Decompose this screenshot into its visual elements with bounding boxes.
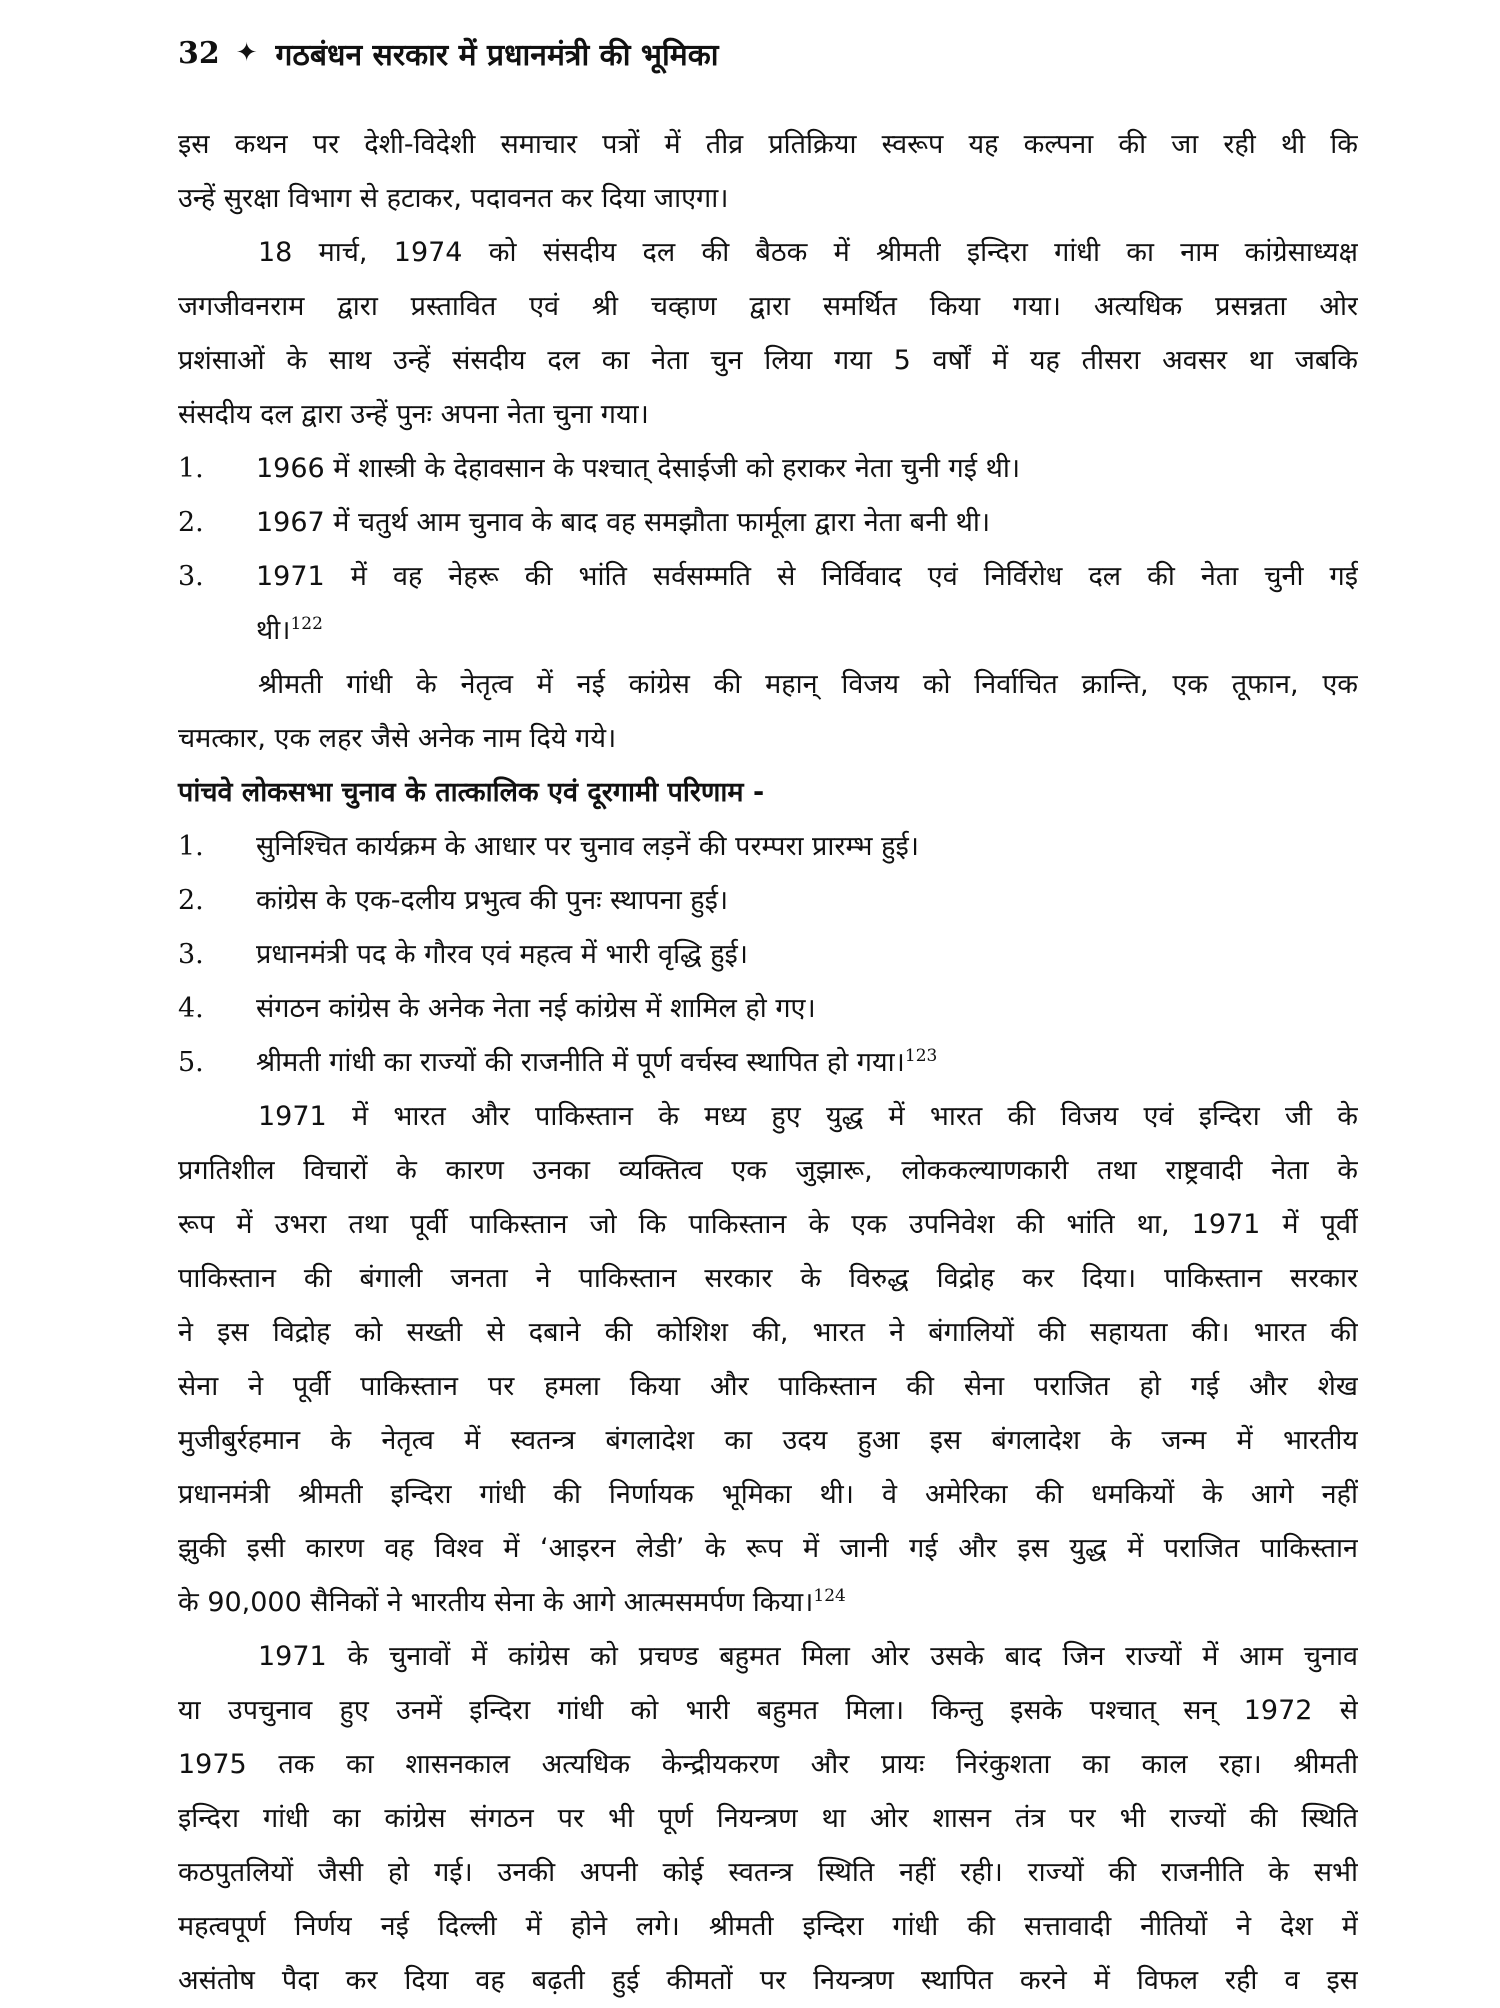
text-line: श्रीमती गांधी के नेतृत्व में नई कांग्रेस की महान् विजय को निर्वाचित क्रान्ति, एक तूफान, एक: [258, 669, 1358, 700]
list-number: 1.: [178, 453, 204, 484]
text-line: प्रधानमंत्री श्रीमती इन्दिरा गांधी की निर्णायक भूमिका थी। वे अमेरिका की धमकियों के आगे नहीं: [178, 1479, 1358, 1510]
footnote-ref: 124: [813, 1586, 846, 1606]
list-text: कांग्रेस के एक-दलीय प्रभुत्व की पुनः स्थापना हुई।: [256, 885, 729, 916]
list-text: श्रीमती गांधी का राज्यों की राजनीति में पूर्ण वर्चस्व स्थापित हो गया।: [256, 1047, 905, 1078]
list-item: [178, 874, 1358, 928]
text-line: महत्वपूर्ण निर्णय नई दिल्ली में होने लगे। श्रीमती इन्दिरा गांधी की सत्तावादी नीतियों ने देश में: [178, 1911, 1358, 1942]
list-number: 5.: [178, 1047, 204, 1078]
list-item: [178, 550, 1358, 604]
text-line: रूप में उभरा तथा पूर्वी पाकिस्तान जो कि पाकिस्तान के एक उपनिवेश की भांति था, 1971 में पूर्वी: [178, 1209, 1358, 1240]
list-number: 2.: [178, 507, 204, 538]
text-line: इन्दिरा गांधी का कांग्रेस संगठन पर भी पूर्ण नियन्त्रण था ओर शासन तंत्र पर भी राज्यों की स्थिति: [178, 1803, 1358, 1834]
list-item: [178, 820, 1358, 874]
list-text: थी।: [256, 615, 291, 646]
text-line: या उपचुनाव हुए उनमें इन्दिरा गांधी को भारी बहुमत मिला। किन्तु इसके पश्चात् सन् 1972 से: [178, 1695, 1358, 1726]
text-line: जगजीवनराम द्वारा प्रस्तावित एवं श्री चव्हाण द्वारा समर्थित किया गया। अत्यधिक प्रसन्नता ओर: [178, 291, 1358, 322]
text-line: सेना ने पूर्वी पाकिस्तान पर हमला किया और पाकिस्तान की सेना पराजित हो गई और शेख: [178, 1371, 1358, 1402]
text-line: मुजीबुर्रहमान के नेतृत्व में स्वतन्त्र बंगलादेश का उदय हुआ इस बंगलादेश के जन्म में भारतीय: [178, 1425, 1358, 1456]
list-number: 3.: [178, 561, 204, 592]
list-item: [178, 928, 1358, 982]
text-line: प्रशंसाओं के साथ उन्हें संसदीय दल का नेता चुन लिया गया 5 वर्षों में यह तीसरा अवसर था जबकि: [178, 345, 1358, 376]
text-line: चमत्कार, एक लहर जैसे अनेक नाम दिये गये।: [178, 723, 617, 754]
text-line: प्रगतिशील विचारों के कारण उनका व्यक्तित्व एक जुझारू, लोककल्याणकारी तथा राष्ट्रवादी नेता के: [178, 1155, 1358, 1186]
text-line: [178, 1576, 1358, 1630]
text-line: कठपुतलियों जैसी हो गई। उनकी अपनी कोई स्वतन्त्र स्थिति नहीं रही। राज्यों की राजनीति के सभी: [178, 1857, 1358, 1888]
list-number: 2.: [178, 885, 204, 916]
text-line: 1975 तक का शासनकाल अत्यधिक केन्द्रीयकरण और प्रायः निरंकुशता का काल रहा। श्रीमती: [178, 1749, 1358, 1780]
section-heading: पांचवे लोकसभा चुनाव के तात्कालिक एवं दूरगामी परिणाम -: [178, 777, 765, 808]
text-line: 1971 के चुनावों में कांग्रेस को प्रचण्ड बहुमत मिला ओर उसके बाद जिन राज्यों में आम चुनाव: [258, 1641, 1358, 1672]
list-text: सुनिश्चित कार्यक्रम के आधार पर चुनाव लड़नें की परम्परा प्रारम्भ हुई।: [256, 831, 919, 862]
list-item-continuation: [178, 604, 1358, 658]
running-header: [178, 28, 719, 78]
text-line: संसदीय दल द्वारा उन्हें पुनः अपना नेता चुना गया।: [178, 399, 649, 430]
diamond-ornament-icon: ✦: [235, 38, 258, 68]
list-text: संगठन कांग्रेस के अनेक नेता नई कांग्रेस में शामिल हो गए।: [256, 993, 816, 1024]
text-line: 18 मार्च, 1974 को संसदीय दल की बैठक में श्रीमती इन्दिरा गांधी का नाम कांग्रेसाध्यक्ष: [258, 237, 1358, 268]
list-item: [178, 496, 1358, 550]
list-number: 4.: [178, 993, 204, 1024]
page-number: 32: [178, 35, 220, 71]
footnote-ref: 123: [904, 1046, 938, 1066]
list-item: [178, 1036, 1358, 1090]
text-line: पाकिस्तान की बंगाली जनता ने पाकिस्तान सरकार के विरुद्ध विद्रोह कर दिया। पाकिस्तान सरकार: [178, 1263, 1358, 1294]
text-line: 1971 में भारत और पाकिस्तान के मध्य हुए युद्ध में भारत की विजय एवं इन्दिरा जी के: [258, 1101, 1358, 1132]
text-line-content: के 90,000 सैनिकों ने भारतीय सेना के आगे आत्मसमर्पण किया।: [178, 1587, 814, 1618]
list-text: 1971 में वह नेहरू की भांति सर्वसम्मति से निर्विवाद एवं निर्विरोध दल की नेता चुनी गई: [256, 561, 1358, 592]
list-text: 1966 में शास्त्री के देहावसान के पश्चात् देसाईजी को हराकर नेता चुनी गई थी।: [256, 453, 1021, 484]
text-line: उन्हें सुरक्षा विभाग से हटाकर, पदावनत कर दिया जाएगा।: [178, 183, 729, 214]
text-line: इस कथन पर देशी-विदेशी समाचार पत्रों में तीव्र प्रतिक्रिया स्वरूप यह कल्पना की जा रही थी कि: [178, 129, 1358, 160]
chapter-title: गठबंधन सरकार में प्रधानमंत्री की भूमिका: [275, 37, 719, 73]
list-text: प्रधानमंत्री पद के गौरव एवं महत्व में भारी वृद्धि हुई।: [256, 939, 749, 970]
list-number: 3.: [178, 939, 204, 970]
text-line: ने इस विद्रोह को सख्ती से दबाने की कोशिश की, भारत ने बंगालियों की सहायता की। भारत की: [178, 1317, 1358, 1348]
list-number: 1.: [178, 831, 204, 862]
list-item: [178, 982, 1358, 1036]
list-text: 1967 में चतुर्थ आम चुनाव के बाद वह समझौता फार्मूला द्वारा नेता बनी थी।: [256, 507, 991, 538]
page-body: [178, 118, 1358, 2008]
text-line: असंतोष पैदा कर दिया वह बढ़ती हुई कीमतों पर नियन्त्रण स्थापित करने में विफल रही व इस: [178, 1965, 1358, 1996]
text-line: झुकी इसी कारण वह विश्व में ‘आइरन लेडी’ के रूप में जानी गई और इस युद्ध में पराजित पाकिस्तान: [178, 1533, 1358, 1564]
list-item: [178, 442, 1358, 496]
footnote-ref: 122: [290, 614, 323, 634]
